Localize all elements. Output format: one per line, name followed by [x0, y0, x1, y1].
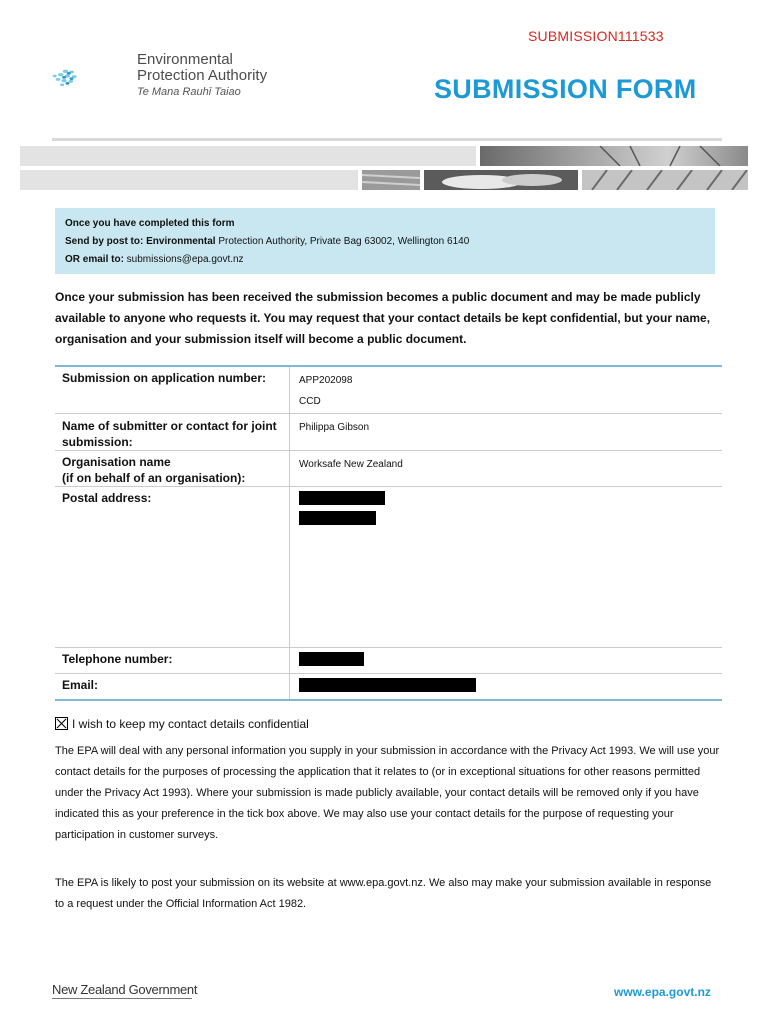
public-document-notice: Once your submission has been received the submission becomes a public document and may be made publicly available to anyone who requests it. You may request that your contact details be kept confidential, but your name, organisation and your submission itself will become a public document. [55, 290, 711, 346]
redacted-block [299, 678, 476, 692]
application-number-field[interactable] [290, 366, 723, 413]
epa-logo-icon [52, 50, 136, 106]
nz-government-logo: New Zealand Government [52, 982, 198, 997]
table-row [55, 366, 722, 413]
confidential-option[interactable] [55, 717, 309, 731]
table-row [55, 673, 722, 700]
organisation-label [55, 450, 290, 486]
submission-email: submissions@epa.govt.nz [123, 254, 244, 265]
confidential-label: I wish to keep my contact details confidential [72, 717, 309, 731]
organisation-label-line1: Organisation name [62, 454, 171, 469]
confidential-checkbox[interactable] [55, 717, 68, 730]
submitter-name-value: Philippa Gibson [299, 421, 370, 433]
privacy-paragraph: The EPA will deal with any personal information you supply in your submission in accordance with the Privacy Act 1993. We will use your contact details for the purposes of processing the application that it relates to (or in exceptional situations for other reasons permitted under the Privacy Act 1993). Where your submission is made publicly available, your contact details will be removed only if you have indicated this as your preference in the tick box above. We may also use your contact details for the purpose of requesting your participation in customer surveys. [55, 745, 720, 841]
banner-photo-top [480, 146, 748, 166]
organisation-label-line2: (if on behalf of an organisation): [62, 470, 246, 485]
banner-band-top [20, 146, 476, 166]
gov-logo-rule [52, 998, 192, 999]
org-line2: Protection Authority [137, 67, 268, 84]
application-number-value: APP202098 [299, 375, 353, 386]
postal-address-field[interactable] [290, 486, 723, 647]
submitter-name-field[interactable] [290, 413, 723, 450]
header-divider [52, 138, 722, 141]
redacted-block [299, 491, 385, 505]
org-maori-name: Te Mana Rauhī Taiao [137, 86, 241, 98]
organisation-field[interactable] [290, 450, 723, 486]
redacted-block [299, 511, 376, 525]
telephone-label: Telephone number: [55, 647, 290, 673]
email-field-label: Email: [55, 673, 290, 700]
application-number-extra: CCD [299, 396, 321, 407]
org-line1: Environmental [137, 51, 233, 68]
submitter-name-label: Name of submitter or contact for joint submission: [55, 413, 290, 450]
application-number-label: Submission on application number: [55, 366, 290, 413]
telephone-field[interactable] [290, 647, 723, 673]
post-address: Protection Authority, Private Bag 63002, Wellington 6140 [215, 236, 470, 247]
postal-address-label: Postal address: [55, 486, 290, 647]
website-link[interactable]: www.epa.govt.nz [614, 985, 711, 999]
table-row [55, 413, 722, 450]
submission-instructions [55, 208, 715, 274]
table-row [55, 647, 722, 673]
email-label: OR email to: [65, 254, 124, 265]
submitter-details-table [55, 365, 722, 701]
redacted-block [299, 652, 364, 666]
table-row [55, 486, 722, 647]
organisation-value: Worksafe New Zealand [299, 458, 403, 470]
table-row [55, 450, 722, 486]
form-title: SUBMISSION FORM [434, 74, 697, 104]
banner-photo-bottom [362, 170, 748, 190]
website-paragraph: The EPA is likely to post your submission on its website at www.epa.govt.nz. We also may make your submission available in response to a request under the Official Information Act 1982. [55, 877, 712, 910]
instructions-heading: Once you have completed this form [65, 218, 235, 229]
email-field[interactable] [290, 673, 723, 700]
post-label: Send by post to: Environmental [65, 236, 216, 247]
submission-id: SUBMISSION111533 [528, 28, 664, 44]
org-name [137, 52, 267, 100]
banner-band-bottom [20, 170, 358, 190]
